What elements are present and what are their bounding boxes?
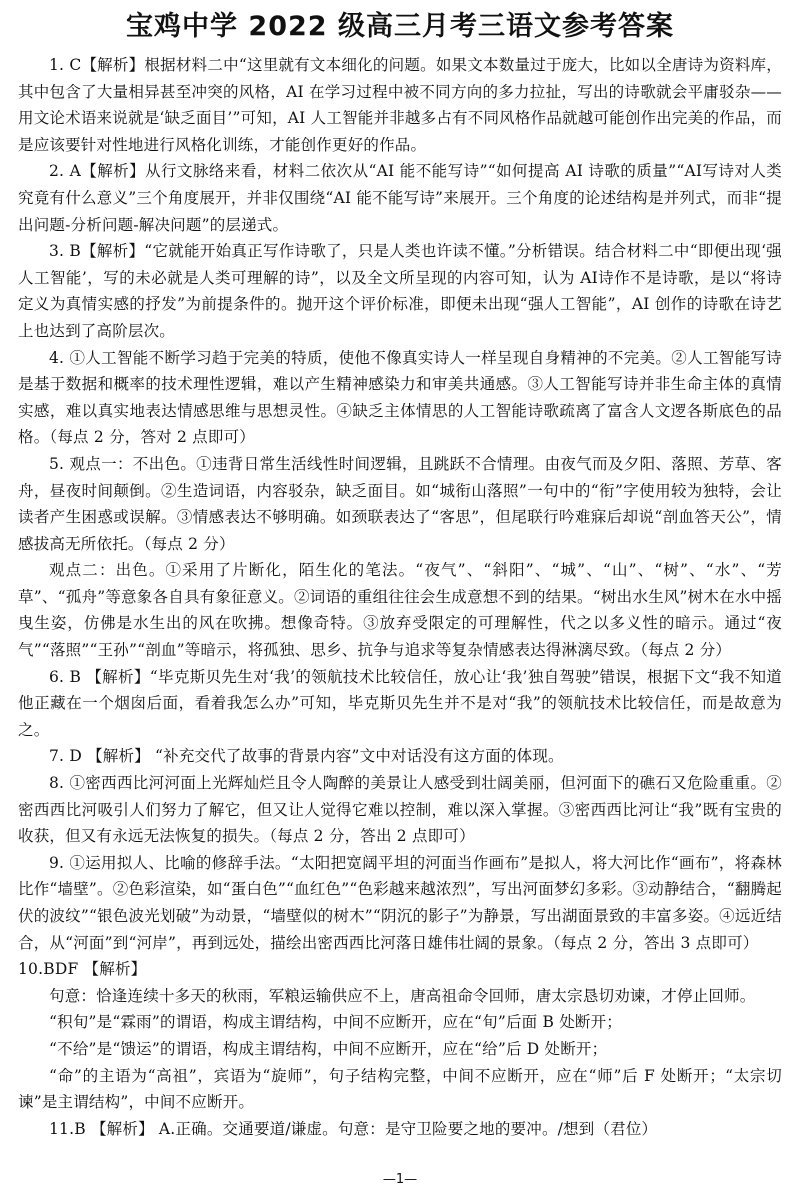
- answer-10-point-f: “命”的主语为“高祖”，宾语为“旋师”，句子结构完整，中间不应断开，应在“师”后 F 处断开；“太宗切谏”是主谓结构”，中间不应断开。: [18, 1066, 782, 1112]
- answer-4: 4. ①人工智能不断学习趋于完美的特质，使他不像真实诗人一样呈现自身精神的不完美。②人工智能写诗是基于数据和概率的技术理性逻辑，难以产生精神感染力和审美共通感。③人工智能写诗并非生命主体的真情实感，难以真实地表达情感思维与思想灵性。④缺乏主体情思的人工智能诗歌疏离了富含人文逻各斯底色的品格。（每点 2 分，答对 2 点即可）: [18, 348, 782, 447]
- answer-7: 7. D 【解析】 “补充交代了故事的背景内容”文中对话没有这方面的体现。: [49, 747, 564, 766]
- answer-10-heading: 10.BDF 【解析】: [18, 960, 147, 979]
- document-title: 宝鸡中学 2022 级高三月考三语文参考答案: [126, 11, 674, 42]
- answer-10-translation: 句意：恰逢连续十多天的秋雨，军粮运输供应不上，唐高祖命令回师，唐太宗恳切劝谏，才停止回师。: [49, 986, 756, 1005]
- answer-8: 8. ①密西西比河河面上光辉灿烂且令人陶醉的美景让人感受到壮阔美丽，但河面下的礁石又危险重重。②密西西比河吸引人们努力了解它，但又让人觉得它难以控制，难以深入掌握。③密西西比河让“我”既有宝贵的收获，但又有永远无法恢复的损失。（每点 2 分，答出 2 点即可）: [18, 774, 782, 846]
- answer-1: 1. C【解析】根据材料二中“这里就有文本细化的问题。如果文本数量过于庞大，比如以全唐诗为资料库，其中包含了大量相异甚至冲突的风格，AI 在学习过程中被不同方向的多力拉扯，写出的诗歌就会平庸驳杂——用文论术语来说就是‘缺乏面目’”可知，AI 人工智能并非越多占有不同风格作品就越可能创作出完美的作品，而是应该要针对性地进行风格化训练，才能创作更好的作品。: [18, 56, 782, 154]
- answer-2: 2. A【解析】从行文脉络来看，材料二依次从“AI 能不能写诗”“如何提高 AI 诗歌的质量”“AI写诗对人类究竟有什么意义”三个角度展开，并非仅围绕“AI 能不能写诗”来展开。三个角度的论述结构是并列式，而非“提出问题-分析问题-解决问题”的层递式。: [18, 162, 782, 234]
- answer-5-view-1: 5. 观点一：不出色。①违背日常生活线性时间逻辑，且跳跃不合情理。由夜气而及夕阳、落照、芳草、客舟，昼夜时间颠倒。②生造词语，内容驳杂，缺乏面目。如“城衔山落照”一句中的“衔”字使用较为独特，会让读者产生困惑或误解。③情感表达不够明确。如颈联表达了“客思”，但尾联行吟难寐后却说“剖血答天公”，情感拔高无所依托。（每点 2 分）: [18, 454, 782, 553]
- page-number: —1—: [382, 1172, 418, 1187]
- answer-10-point-b: “积旬”是“霖雨”的谓语，构成主谓结构，中间不应断开，应在“旬”后面 B 处断开；: [49, 1013, 622, 1032]
- answer-10-point-d: “不给”是“馈运”的谓语，构成主谓结构，中间不应断开，应在“给”后 D 处断开；: [49, 1039, 608, 1058]
- answer-3: 3. B【解析】“它就能开始真正写作诗歌了，只是人类也许读不懂。”分析错误。结合材料二中“即便出现‘强人工智能’，写的未必就是人类可理解的诗”，以及全文所呈现的内容可知，认为 AI诗作不是诗歌，是以“将诗定义为真情实感的抒发”为前提条件的。抛开这个评价标准，即便未出现“强人工智能”，AI 创作的诗歌在诗艺上也达到了高阶层次。: [18, 242, 782, 340]
- answer-5-view-2: 观点二：出色。①采用了片断化，陌生化的笔法。“夜气”、“斜阳”、“城”、“山”、“树”、“水”、“芳草”、“孤舟”等意象各自具有象征意义。②词语的重组往往会生成意想不到的结果。“树出水生风”树木在水中摇曳生姿，仿佛是水生出的风在吹拂。想像奇特。③放弃受限定的可理解性，代之以多义性的暗示。通过“夜气”“落照”“王孙”“剖血”等暗示，将孤独、思乡、抗争与追求等复杂情感表达得淋漓尽致。（每点 2 分）: [18, 561, 782, 660]
- answer-body: [18, 52, 782, 1142]
- answer-9: 9. ①运用拟人、比喻的修辞手法。“太阳把宽阔平坦的河面当作画布”是拟人，将大河比作“画布”，将森林比作“墙壁”。②色彩渲染，如“蛋白色”“血红色”“色彩越来越浓烈”，写出河面梦幻多彩。③动静结合，“翻腾起伏的波纹”“银色波光划破”为动景，“墙壁似的树木”“阴沉的影子”为静景，写出湖面景致的丰富多姿。④远近结合，从“河面”到“河岸”，再到远处，描绘出密西西比河落日雄伟壮阔的景象。（每点 2 分，答出 3 点即可）: [18, 853, 782, 952]
- answer-6: 6. B 【解析】“毕克斯贝先生对‘我’的领航技术比较信任，放心让‘我’独自驾驶”错误，根据下文“我不知道他正藏在一个烟囱后面，看着我怎么办”可知，毕克斯贝先生并不是对“我”的领航技术比较信任，而是故意为之。: [18, 667, 782, 739]
- answer-11: 11.B 【解析】 A.正确。交通要道/谦虚。句意：是守卫险要之地的要冲。/想到（君位）: [49, 1119, 658, 1138]
